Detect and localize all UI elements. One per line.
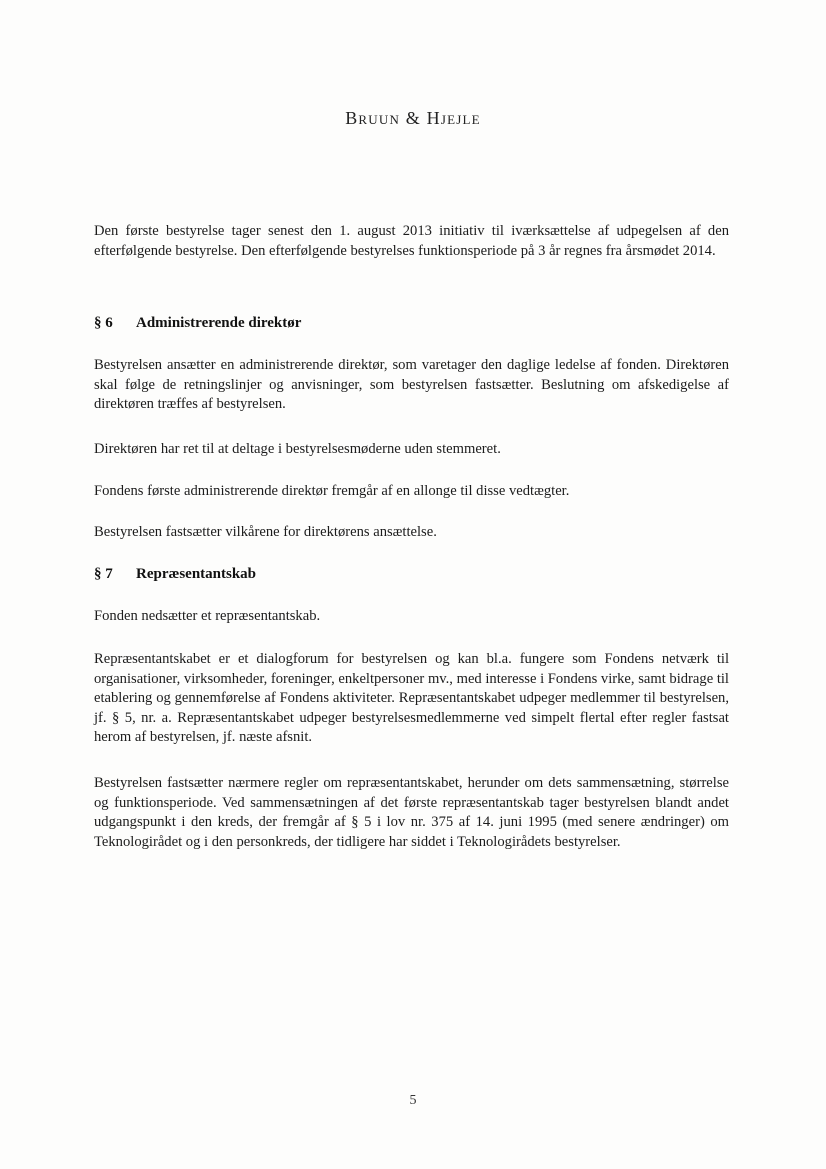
section-7-paragraph: Fonden nedsætter et repræsentantskab. — [94, 608, 321, 624]
section-7-number: § 7 — [94, 566, 113, 582]
section-6-heading — [94, 315, 301, 332]
intro-paragraph: Den første bestyrelse tager senest den 1. august 2013 initiativ til iværksættelse af udpegelsen af den efterfølgende bestyrelse. Den efterfølgende bestyrelses funktionsperiode på 3 år regnes fra årsmødet 2014. — [94, 223, 729, 259]
section-6-paragraph: Fondens første administrerende direktør fremgår af en allonge til disse vedtægter. — [94, 483, 570, 499]
section-7-heading — [94, 566, 256, 583]
section-6-title: Administrerende direktør — [136, 315, 302, 331]
section-7-paragraph: Repræsentantskabet er et dialogforum for bestyrelsen og kan bl.a. fungere som Fondens netværk til organisationer, virksomheder, foreninger, enkeltpersoner mv., med interesse i Fondens virke, samt bidrage til etablering og gennemførelse af Fondens aktiviteter. Repræsentantskabet udpeger medlemmer til bestyrelsen, jf. § 5, nr. a. Repræsentantskabet udpeger bestyrelsesmedlemmerne ved simpelt flertal efter regler fastsat herom af bestyrelsen, jf. næste afsnit. — [94, 651, 729, 746]
page-number: 5 — [409, 1093, 417, 1108]
section-6-paragraph: Bestyrelsen ansætter en administrerende direktør, som varetager den daglige ledelse af fonden. Direktøren skal følge de retningslinjer og anvisninger, som bestyrelsen fastsætter. Beslutning om afskedigelse af direktøren træffes af bestyrelsen. — [94, 357, 729, 413]
section-6-paragraph: Direktøren har ret til at deltage i bestyrelsesmøderne uden stemmeret. — [94, 441, 501, 457]
section-6-number: § 6 — [94, 315, 113, 331]
letterhead-logo: Bruun & Hjejle — [345, 108, 481, 128]
section-7-title: Repræsentantskab — [136, 566, 257, 582]
section-6-paragraph: Bestyrelsen fastsætter vilkårene for direktørens ansættelse. — [94, 524, 437, 540]
section-7-paragraph: Bestyrelsen fastsætter nærmere regler om repræsentantskabet, herunder om dets sammensætning, størrelse og funktionsperiode. Ved sammensætningen af det første repræsentantskab tager bestyrelsen blandt andet udgangspunkt i den kreds, der fremgår af § 5 i lov nr. 375 af 14. juni 1995 (med senere ændringer) om Teknologirådet og i den personkreds, der tidligere har siddet i Teknologirådets bestyrelser. — [94, 775, 729, 850]
